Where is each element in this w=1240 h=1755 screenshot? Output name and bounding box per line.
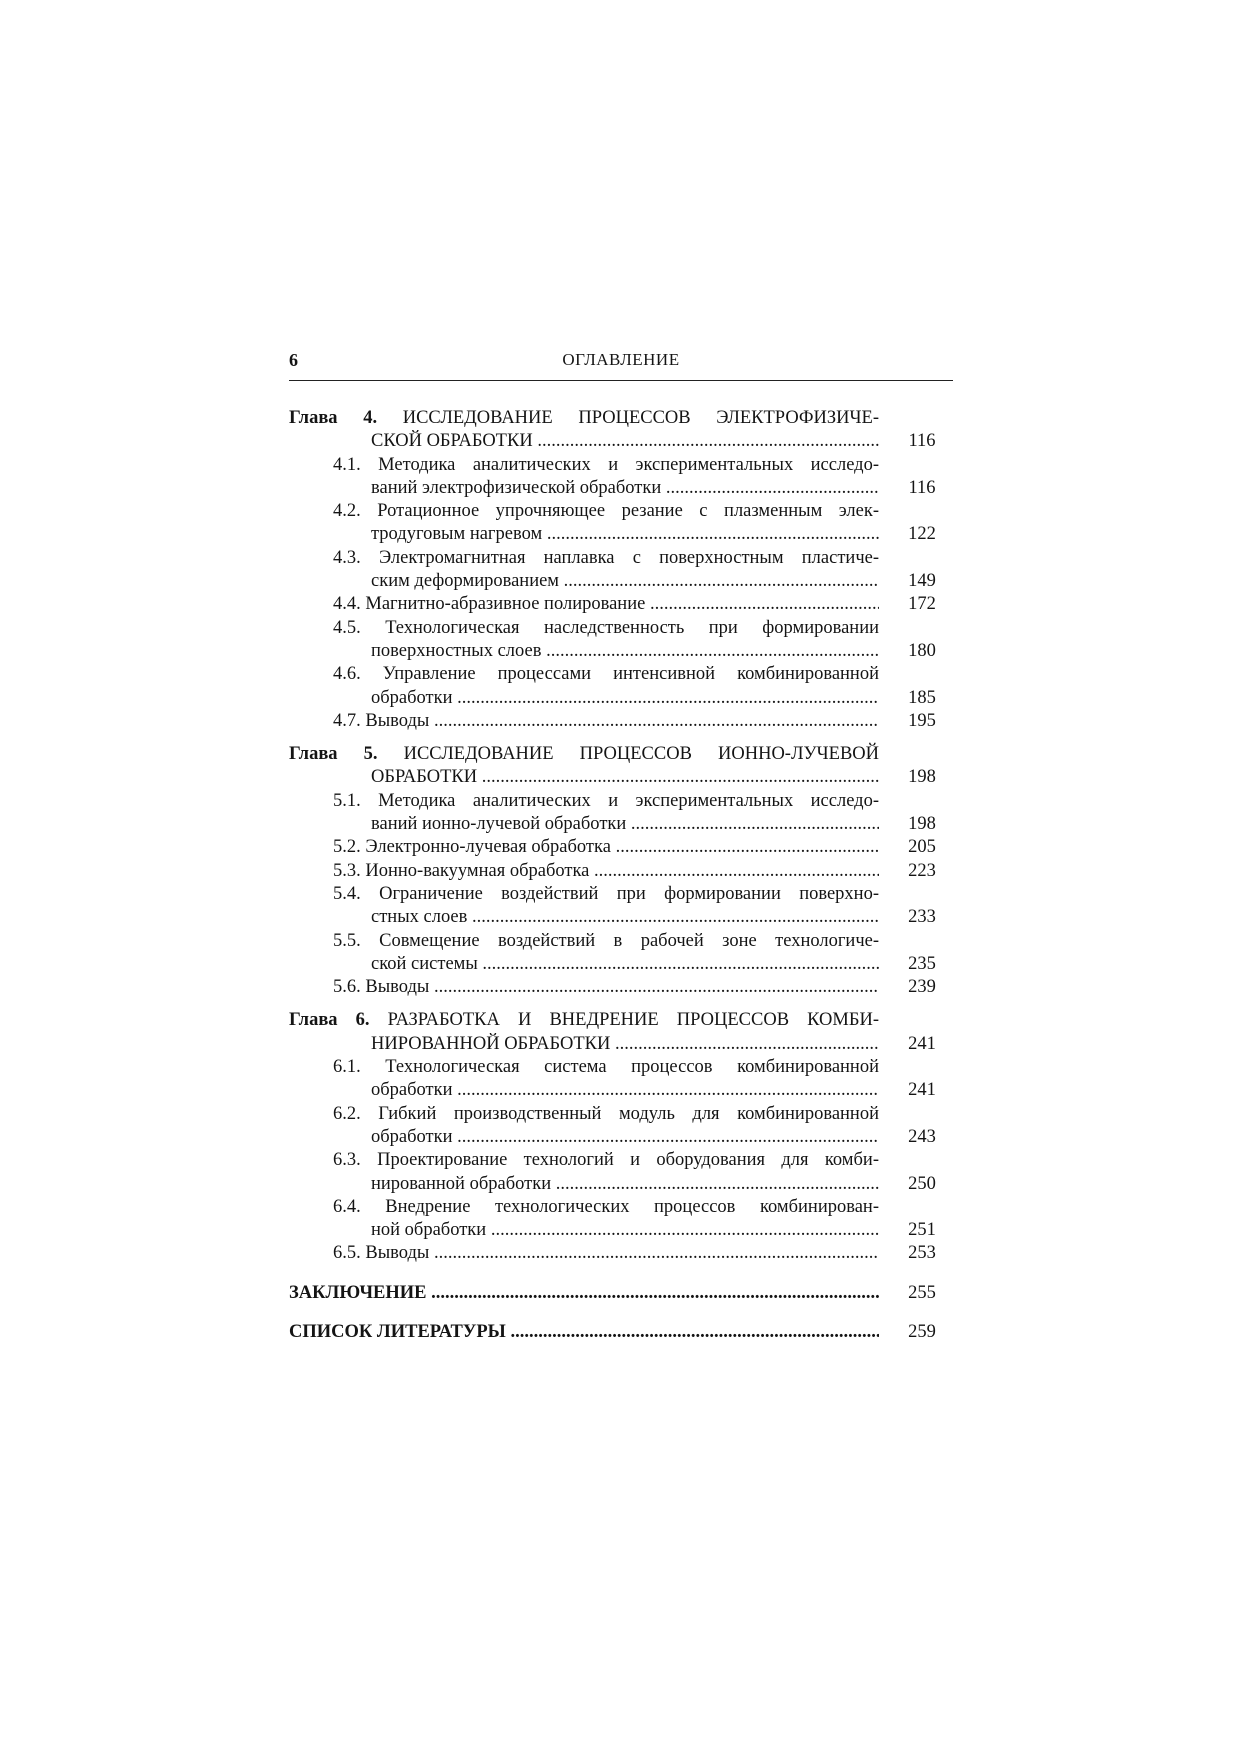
- item-text: 5.3. Ионно-вакуумная обработка .....: [289, 860, 879, 883]
- toc-item-cont[interactable]: [289, 570, 953, 593]
- toc-item[interactable]: [289, 547, 953, 570]
- page-ref: 239: [908, 977, 936, 998]
- page-ref: 223: [908, 860, 936, 881]
- toc-item[interactable]: [289, 976, 953, 999]
- page-ref: 172: [908, 594, 936, 615]
- item-text: обработки .....: [289, 1079, 879, 1102]
- table-of-contents: [289, 407, 953, 1344]
- page-ref: 259: [908, 1321, 936, 1342]
- toc-item[interactable]: [289, 1242, 953, 1265]
- page-ref: 122: [908, 524, 936, 545]
- chapter-label: Глава 6.: [289, 1010, 370, 1031]
- toc-item[interactable]: [289, 663, 953, 686]
- item-text: 4.6. Управление процессами интенсивной комбинированной: [333, 664, 879, 685]
- toc-chapter-6[interactable]: [289, 1009, 953, 1032]
- page-ref: 250: [908, 1173, 936, 1194]
- page-number: 6: [289, 350, 298, 370]
- toc-conclusion[interactable]: [289, 1282, 953, 1305]
- item-text: 6.1. Технологическая система процессов комбинированной: [333, 1057, 879, 1078]
- toc-chapter-6-cont[interactable]: [289, 1033, 953, 1056]
- page-ref: 116: [908, 431, 936, 452]
- item-text: 4.5. Технологическая наследственность при формировании: [333, 617, 879, 638]
- toc-item-cont[interactable]: [289, 687, 953, 710]
- page-ref: 253: [908, 1243, 936, 1264]
- toc-item[interactable]: [289, 617, 953, 640]
- toc-item-cont[interactable]: [289, 813, 953, 836]
- page-ref: 251: [908, 1220, 936, 1241]
- page-ref: 195: [908, 710, 936, 731]
- item-text: стных слоев .....: [289, 906, 879, 929]
- page-ref: 205: [908, 837, 936, 858]
- item-text: 4.4. Магнитно-абразивное полирование .....: [289, 593, 879, 616]
- item-text: ской системы .....: [289, 953, 879, 976]
- toc-item[interactable]: [289, 1056, 953, 1079]
- item-text: обработки .....: [289, 1126, 879, 1149]
- item-text: ЗАКЛЮЧЕНИЕ .....: [289, 1282, 879, 1305]
- item-text: 5.1. Методика аналитических и экспериментальных исследо-: [333, 790, 879, 811]
- header-title: ОГЛАВЛЕНИЕ: [562, 350, 680, 369]
- item-text: СПИСОК ЛИТЕРАТУРЫ .....: [289, 1321, 879, 1344]
- toc-chapter-5[interactable]: [289, 743, 953, 766]
- page-ref: 198: [908, 814, 936, 835]
- page-ref: 235: [908, 953, 936, 974]
- toc-item-cont[interactable]: [289, 906, 953, 929]
- item-text: 4.2. Ротационное упрочняющее резание с плазменным элек-: [333, 501, 879, 522]
- toc-item[interactable]: [289, 710, 953, 733]
- item-text: 4.3. Электромагнитная наплавка с поверхностным пластиче-: [333, 547, 879, 568]
- toc-item-cont[interactable]: [289, 1126, 953, 1149]
- item-text: 4.7. Выводы .....: [289, 710, 879, 733]
- item-text: 5.6. Выводы .....: [289, 976, 879, 999]
- toc-item-cont[interactable]: [289, 1079, 953, 1102]
- toc-item-cont[interactable]: [289, 953, 953, 976]
- item-text: 6.3. Проектирование технологий и оборудования для комби-: [333, 1150, 879, 1171]
- page-ref: 198: [908, 767, 936, 788]
- page-ref: 149: [908, 571, 936, 592]
- chapter-title-cont: ОБРАБОТКИ .....: [289, 766, 879, 789]
- toc-item-cont[interactable]: [289, 523, 953, 546]
- item-text: 6.5. Выводы .....: [289, 1242, 879, 1265]
- toc-item-cont[interactable]: [289, 640, 953, 663]
- item-text: 6.2. Гибкий производственный модуль для комбинированной: [333, 1103, 879, 1124]
- page-ref: 185: [908, 687, 936, 708]
- page-ref: 241: [908, 1080, 936, 1101]
- page-ref: 116: [908, 477, 936, 498]
- toc-item[interactable]: [289, 1103, 953, 1126]
- running-header: [289, 344, 953, 381]
- toc-item[interactable]: [289, 500, 953, 523]
- item-text: ским деформированием .....: [289, 570, 879, 593]
- toc-item[interactable]: [289, 593, 953, 616]
- page-ref: 243: [908, 1126, 936, 1147]
- toc-item[interactable]: [289, 930, 953, 953]
- chapter-title-cont: СКОЙ ОБРАБОТКИ .....: [289, 430, 879, 453]
- toc-item[interactable]: [289, 790, 953, 813]
- chapter-title-cont: НИРОВАННОЙ ОБРАБОТКИ .....: [289, 1033, 879, 1056]
- toc-chapter-4-cont[interactable]: [289, 430, 953, 453]
- item-text: нированной обработки .....: [289, 1173, 879, 1196]
- toc-item[interactable]: [289, 860, 953, 883]
- toc-item[interactable]: [289, 883, 953, 906]
- item-text: 5.5. Совмещение воздействий в рабочей зоне технологиче-: [333, 930, 879, 951]
- chapter-label: Глава 5.: [289, 744, 378, 765]
- toc-item-cont[interactable]: [289, 1219, 953, 1242]
- toc-item[interactable]: [289, 1196, 953, 1219]
- chapter-label: Глава 4.: [289, 408, 378, 428]
- toc-item[interactable]: [289, 454, 953, 477]
- page-ref: 241: [908, 1033, 936, 1054]
- toc-references[interactable]: [289, 1321, 953, 1344]
- item-text: 6.4. Внедрение технологических процессов комбинирован-: [333, 1196, 879, 1217]
- chapter-title: ИССЛЕДОВАНИЕ ПРОЦЕССОВ ИОННО-ЛУЧЕВОЙ: [403, 744, 879, 765]
- item-text: 4.1. Методика аналитических и экспериментальных исследо-: [333, 454, 879, 475]
- item-text: 5.4. Ограничение воздействий при формировании поверхно-: [333, 883, 879, 904]
- chapter-title: ИССЛЕДОВАНИЕ ПРОЦЕССОВ ЭЛЕКТРОФИЗИЧЕ-: [402, 408, 879, 428]
- item-text: поверхностных слоев .....: [289, 640, 879, 663]
- item-text: тродуговым нагревом .....: [289, 523, 879, 546]
- page-ref: 233: [908, 907, 936, 928]
- toc-chapter-4[interactable]: [289, 407, 953, 430]
- item-text: обработки .....: [289, 687, 879, 710]
- toc-item-cont[interactable]: [289, 477, 953, 500]
- item-text: 5.2. Электронно-лучевая обработка .....: [289, 836, 879, 859]
- item-text: ваний электрофизической обработки .....: [289, 477, 879, 500]
- toc-chapter-5-cont[interactable]: [289, 766, 953, 789]
- toc-item-cont[interactable]: [289, 1173, 953, 1196]
- page-ref: 180: [908, 640, 936, 661]
- item-text: ваний ионно-лучевой обработки .....: [289, 813, 879, 836]
- page-ref: 255: [908, 1282, 936, 1303]
- chapter-title: РАЗРАБОТКА И ВНЕДРЕНИЕ ПРОЦЕССОВ КОМБИ-: [387, 1010, 879, 1031]
- item-text: ной обработки .....: [289, 1219, 879, 1242]
- toc-item[interactable]: [289, 1149, 953, 1172]
- toc-item[interactable]: [289, 836, 953, 859]
